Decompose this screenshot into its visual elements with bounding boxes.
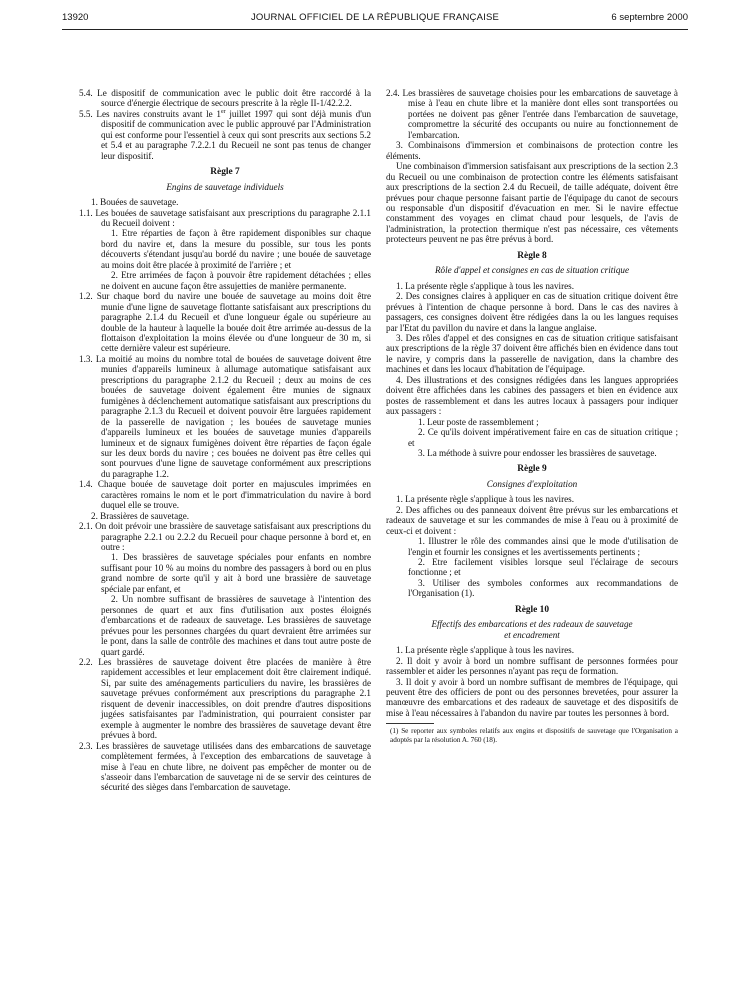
publication-date: 6 septembre 2000: [611, 12, 688, 23]
rule-9-item-1: 1. Illustrer le rôle des commandes ainsi que le mode d'utilisation de l'engin et fournir les consignes et les avertissements pertinents ;: [408, 536, 678, 557]
rule-8-paragraph-2: 2. Des consignes claires à appliquer en cas de situation critique doivent être prévues à l'intention de chaque personne à bord. Dans le cas des navires à passagers, ces consignes doivent être rédigées dans la ou les langues requises par l'Etat du pavillon du navire et dans la langue anglaise.: [386, 291, 678, 333]
rule-8-item-3: 3. La méthode à suivre pour endosser les brassières de sauvetage.: [418, 447, 657, 458]
paragraph-1-2: 1.2. Sur chaque bord du navire une bouée de sauvetage au moins doit être munie d'une ligne de sauvetage flottante satisfaisant aux prescriptions du paragraphe 2.1.4 du Recueil et d'une longueur égale ou supérieure au double de la hauteur à laquelle la bouée doit être arrimée au-dessus de la flottaison d'exploitation la moins élevée ou d'une longueur de 30 m, si cette dernière valeur est supérieure.: [79, 291, 371, 354]
item-2-1-1: 1. Des brassières de sauvetage spéciales pour enfants en nombre suffisant pour 10 % au moins du nombre des passagers à bord ou en plus grand nombre de sorte qu'il y ait à bord une brassière de sauvetage spéciale par enfant, et: [101, 552, 371, 594]
rule-10-paragraph-2: 2. Il doit y avoir à bord un nombre suffisant de personnes formées pour rassembler et aider les personnes n'ayant pas reçu de formation.: [386, 655, 678, 677]
rule-9-item-2: 2. Etre facilement visibles lorsque seul l'éclairage de secours fonctionne ; et: [408, 557, 678, 578]
footnote-rule: [386, 723, 434, 724]
rule-10-heading: Règle 10: [514, 604, 550, 615]
paragraph-5-5: [79, 108, 372, 161]
paragraph-1-1: 1.1. Les bouées de sauvetage satisfaisant aux prescriptions du paragraphe 2.1.1 du Recueil doivent :: [79, 207, 371, 228]
right-column: [386, 88, 678, 745]
paragraph-2-1: 2.1. On doit prévoir une brassière de sauvetage satisfaisant aux prescriptions du paragraphe 2.2.1 ou 2.2.2 du Recueil pour chaque personne à bord et, en outre :: [79, 521, 371, 553]
rule-9-item-3: 3. Utiliser des symboles conformes aux recommandations de l'Organisation (1).: [408, 577, 678, 599]
rule-8-title: Rôle d'appel et consignes en cas de situation critique: [434, 265, 630, 276]
rule-8-paragraph-4: 4. Des illustrations et des consignes rédigées dans les langues appropriées doivent être affichées dans les cabines des passagers et bien en évidence aux postes de rassemblement et dans les autres locaux à passagers pour indiquer aux passagers :: [386, 374, 678, 417]
paragraph-2-3: 2.3. Les brassières de sauvetage utilisées dans des embarcations de sauvetage complètement fermées, à l'exception des embarcations de sauvetage à mise à l'eau en chute libre, ne doivent pas empêcher de monter ou de s'asseoir dans l'embarcation de sauvetage ni de se servir des ceintures de sécurité des sièges dans l'embarcation de sauvetage.: [79, 740, 371, 793]
paragraph-2-4: 2.4. Les brassières de sauvetage choisies pour les embarcations de sauvetage à mise à l'eau en chute libre et la manière dont elles sont transportées ou portées ne doivent pas gêner l'entrée dans l'embarcation de sauvetage, compromettre la sécurité des occupants ou nuire au fonctionnement de l'embarcation.: [386, 88, 678, 140]
rule-9-title: Consignes d'exploitation: [486, 478, 578, 489]
rule-8-paragraph-1: 1. La présente règle s'applique à tous les navires.: [396, 280, 574, 291]
page-number: 13920: [62, 12, 89, 23]
rule-9-heading: Règle 9: [517, 464, 547, 475]
paragraph-2-2: 2.2. Les brassières de sauvetage doivent être placées de manière à être rapidement accessibles et leur emplacement doit être clairement indiqué. Si, par suite des aménagements particuliers du navire, les brassières de sauvetage prévues conformément aux prescriptions du paragraphe 2.1 risquent de devenir inaccessibles, on doit prendre d'autres dispositions jugées satisfaisantes par l'administration, qui pourraient consister par exemple à augmenter le nombre des brassières de sauvetage devant être prévues à bord.: [79, 657, 371, 741]
rule-10-title-line-2: et encadrement: [504, 629, 560, 640]
rule-9-paragraph-2: 2. Des affiches ou des panneaux doivent être prévus sur les embarcations et radeaux de sauvetage et sur les commandes de mise à l'eau ou à proximité de ceux-ci et doivent :: [386, 504, 678, 536]
paragraph-5-5-end: juillet 1997 qui sont déjà munis d'un dispositif de communication avec le public approuvé par l'Administration qui est conforme pour l'essentiel à ceux qui sont prescrits aux sections 5.2 et 5.4 et au paragraphe 7.2.2.1 du Recueil ne sont pas tenus de changer leur dispositif.: [101, 108, 372, 161]
ordinal-superscript: er: [220, 108, 226, 115]
page-header: [62, 12, 688, 28]
item-2-1-2: 2. Un nombre suffisant de brassières de sauvetage à l'intention des personnes de quart et aux fins d'utilisation aux postes éloignés d'embarcations et de radeaux de sauvetage. Les brassières de sauvetage prévues pour les personnes chargées du quart devraient être arrimées sur le pont, dans la salle de contrôle des machines et dans tout autre poste de quart gardé.: [101, 594, 371, 657]
rule-10-paragraph-3: 3. Il doit y avoir à bord un nombre suffisant de membres de l'équipage, qui peuvent être des officiers de pont ou des personnes brevetées, pour assurer la manœuvre des embarcations et des radeaux de sauvetage et des dispositifs de mise à l'eau nécessaires à l'abandon du navire par toutes les personnes à bord.: [386, 676, 678, 718]
section-2-title: 2. Brassières de sauvetage.: [91, 510, 190, 521]
section-1-title: 1. Bouées de sauvetage.: [91, 197, 179, 208]
paragraph-5-4: 5.4. Le dispositif de communication avec le public doit être raccordé à la source d'énergie électrique de secours prescrite à la règle II-1/42.2.2.: [79, 88, 371, 109]
rule-7-title: Engins de sauvetage individuels: [166, 181, 284, 192]
journal-title: JOURNAL OFFICIEL DE LA RÉPUBLIQUE FRANÇAISE: [250, 12, 500, 23]
rule-10-paragraph-1: 1. La présente règle s'applique à tous les navires.: [396, 645, 574, 656]
footnote: (1) Se reporter aux symboles relatifs aux engins et dispositifs de sauvetage que l'Organisation a adoptés par la résolution A. 760 (18).: [390, 727, 678, 744]
header-rule: [62, 29, 688, 30]
paragraph-1-4: 1.4. Chaque bouée de sauvetage doit porter en majuscules imprimées en caractères romains le nom et le port d'immatriculation du navire à bord duquel elle se trouve.: [79, 479, 371, 511]
rule-7-heading: Règle 7: [210, 167, 240, 178]
rule-8-item-2: 2. Ce qu'ils doivent impérativement faire en cas de situation critique ; et: [408, 427, 678, 448]
rule-9-paragraph-1: 1. La présente règle s'applique à tous les navires.: [396, 494, 574, 505]
rule-8-heading: Règle 8: [517, 250, 547, 261]
rule-10-title: [386, 619, 678, 640]
item-1-1-2: 2. Etre arrimées de façon à pouvoir être rapidement détachées ; elles ne doivent en aucune façon être assujetties de manière permanente.: [101, 270, 371, 291]
rule-8-item-1: 1. Leur poste de rassemblement ;: [418, 416, 539, 427]
rule-10-title-line-1: Effectifs des embarcations et des radeaux de sauvetage: [431, 619, 633, 630]
left-column: [79, 88, 371, 793]
section-3-text: Une combinaison d'immersion satisfaisant aux prescriptions de la section 2.3 du Recueil ou une combinaison de protection contre les éléments satisfaisant aux prescriptions de la section 2.4 du Recueil, de taille adéquate, doivent être prévues pour chaque personne faisant partie de l'équipage du canot de secours ou responsable d'un dispositif d'évacuation en mer. Si le navire effectue constamment des voyages en climat chaud pour lesquels, de l'avis de l'administration, la protection thermique n'est pas nécessaire, ces vêtements protecteurs peuvent ne pas être prévus à bord.: [386, 161, 678, 245]
section-3-title: 3. Combinaisons d'immersion et combinaisons de protection contre les éléments.: [386, 140, 678, 161]
rule-8-paragraph-3: 3. Des rôles d'appel et des consignes en cas de situation critique satisfaisant aux prescriptions de la règle 37 doivent être affichés bien en évidence dans tout le navire, y compris dans la passerelle de navigation, dans la chambre des machines et dans les locaux d'habitation de l'équipage.: [386, 332, 678, 375]
item-1-1-1: 1. Etre réparties de façon à être rapidement disponibles sur chaque bord du navire et, dans la mesure du possible, sur tous les ponts découverts s'étendant jusqu'au bordé du navire ; une bouée de sauvetage au moins doit être placée à proximité de l'arrière ; et: [101, 228, 371, 270]
paragraph-5-5-start: 5.5. Les navires construits avant le 1: [79, 108, 221, 119]
paragraph-1-3: 1.3. La moitié au moins du nombre total de bouées de sauvetage doivent être munies d'appareils lumineux à allumage automatique satisfaisant aux prescriptions du paragraphe 2.1.2 du Recueil ; deux au moins de ces bouées de sauvetage doivent également être munies de signaux fumigènes à déclenchement automatique satisfaisant aux prescriptions du paragraphe 2.1.3 du Recueil et doivent pouvoir être larguées rapidement de la passerelle de navigation ; les bouées de sauvetage munies d'appareils lumineux et les bouées de sauvetage munies d'appareils lumineux et de signaux fumigènes doivent être réparties de façon égale sur les deux bords du navire ; ces bouées ne doivent pas être celles qui sont pourvues d'une ligne de sauvetage conformément aux prescriptions du paragraphe 1.2.: [79, 353, 371, 479]
